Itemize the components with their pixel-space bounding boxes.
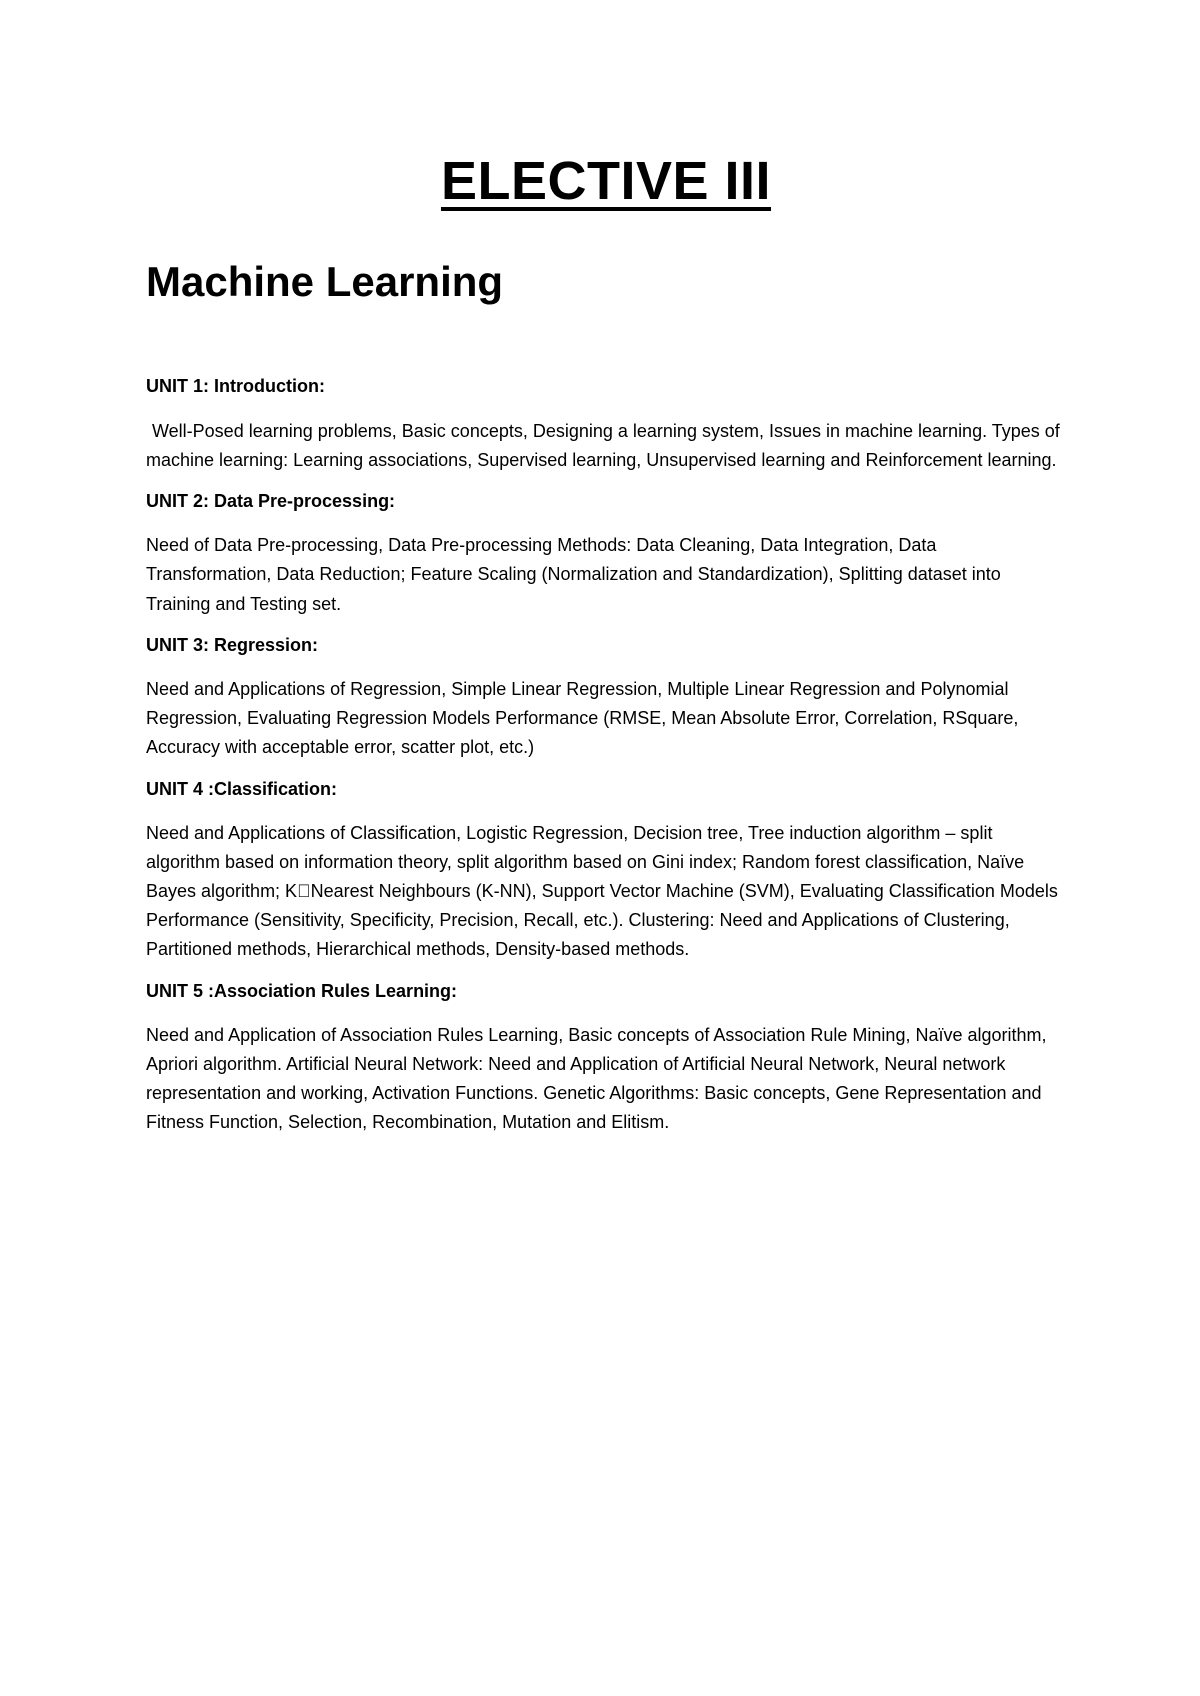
document-content <box>146 150 1066 1152</box>
unit-3-body: Need and Applications of Regression, Simple Linear Regression, Multiple Linear Regression and Polynomial Regression, Evaluating Regression Models Performance (RMSE, Mean Absolute Error, Correlation, RSquare, Accuracy with acceptable error, scatter plot, etc.) <box>146 679 1019 758</box>
unit-3 <box>146 633 1066 763</box>
unit-3-heading: UNIT 3: Regression: <box>146 634 319 655</box>
unit-5 <box>146 979 1066 1138</box>
subject-title: Machine Learning <box>146 258 504 306</box>
unit-4-heading: UNIT 4 :Classification: <box>146 778 338 799</box>
unit-2-body: Need of Data Pre-processing, Data Pre-processing Methods: Data Cleaning, Data Integration, Data Transformation, Data Reduction; Feature Scaling (Normalization and Standardization), Splitting dataset into Training and Testing set. <box>146 535 1001 614</box>
unit-2-heading: UNIT 2: Data Pre-processing: <box>146 491 396 511</box>
document-title-text: ELECTIVE III <box>440 151 772 211</box>
units-list <box>146 374 1066 1137</box>
unit-5-body: Need and Application of Association Rules Learning, Basic concepts of Association Rule Mining, Naïve algorithm, Apriori algorithm. Artificial Neural Network: Need and Application of Artificial Neural Network, Neural network representation and working, Activation Functions. Genetic Algorithms: Basic concepts, Gene Representation and Fitness Function, Selection, Recombination, Mutation and Elitism. <box>146 1024 1047 1133</box>
unit-1-heading: UNIT 1: Introduction: <box>146 376 325 397</box>
unit-1-body: Well-Posed learning problems, Basic concepts, Designing a learning system, Issues in machine learning. Types of machine learning: Learning associations, Supervised learning, Unsupervised learning and Reinforcement learning. <box>146 420 1060 470</box>
unit-2 <box>146 489 1066 619</box>
document-title <box>146 150 1066 212</box>
unit-4 <box>146 777 1066 965</box>
unit-1 <box>146 374 1066 475</box>
unit-5-heading: UNIT 5 :Association Rules Learning: <box>146 980 458 1001</box>
unit-4-body: Need and Applications of Classification, Logistic Regression, Decision tree, Tree induction algorithm – split algorithm based on information theory, split algorithm based on Gini index; Random forest classification, Naïve Bayes algorithm; K Nearest Neighbours (K-NN), Support Vector Machine (SVM), Evaluating Classification Models Performance (Sensitivity, Specificity, Precision, Recall, etc.). Clustering: Need and Applications of Clustering, Partitioned methods, Hierarchical methods, Density-based methods. <box>146 822 1058 960</box>
